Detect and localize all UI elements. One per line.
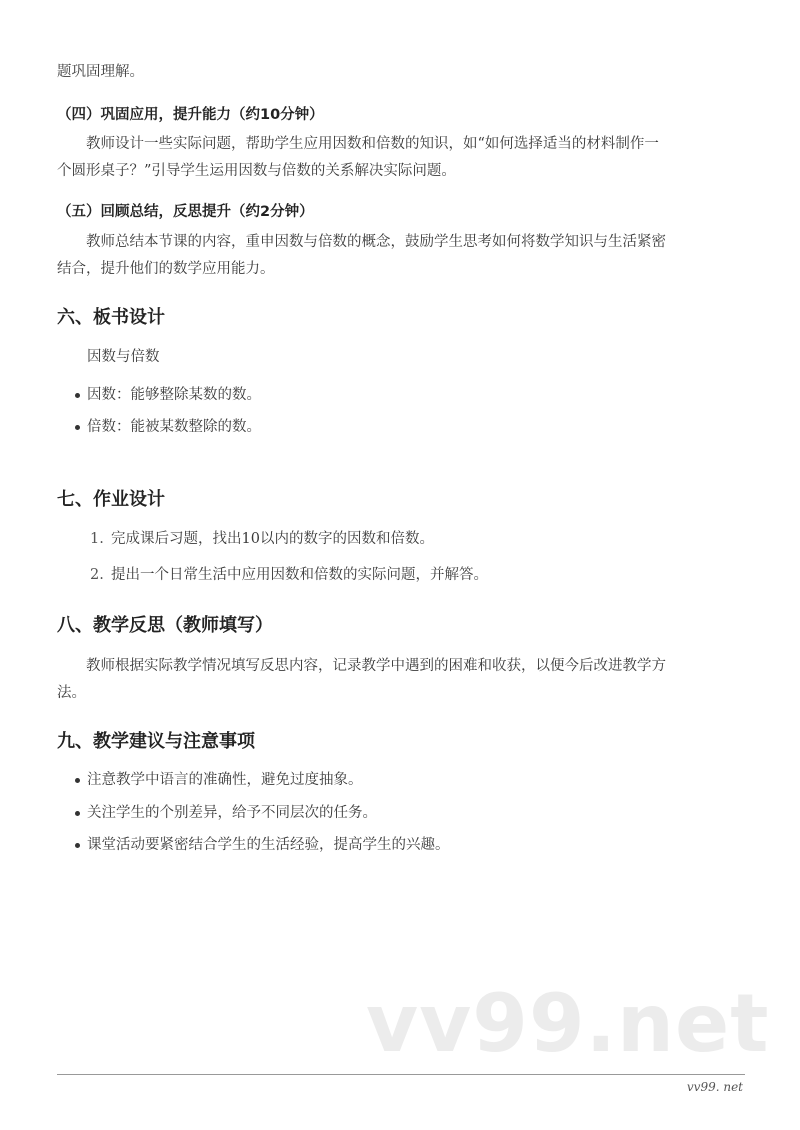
bullet-icon	[75, 778, 80, 783]
suggestions-heading: 九、教学建议与注意事项	[57, 731, 255, 752]
bullet-icon	[75, 811, 80, 816]
continuation-line: 题巩固理解。	[57, 64, 144, 80]
watermark: vv99.net	[366, 977, 770, 1070]
board-design-bullet	[75, 417, 261, 437]
item-number: 2.	[90, 567, 104, 583]
homework-item	[90, 565, 488, 585]
suggestion-bullet	[75, 770, 363, 790]
board-design-bullet	[75, 385, 261, 405]
bullet-icon	[75, 425, 80, 430]
section-4-paragraph-line1: 教师设计一些实际问题，帮助学生应用因数和倍数的知识，如“如何选择适当的材料制作一	[86, 136, 659, 152]
footer-text: vv99. net	[686, 1080, 743, 1094]
section-4-paragraph-line2: 个圆形桌子？”引导学生运用因数与倍数的关系解决实际问题。	[57, 163, 456, 179]
bullet-icon	[75, 843, 80, 848]
bullet-text: 课堂活动要紧密结合学生的生活经验，提高学生的兴趣。	[87, 837, 450, 853]
homework-heading: 七、作业设计	[57, 489, 165, 510]
reflection-paragraph-line1: 教师根据实际教学情况填写反思内容，记录教学中遇到的困难和收获，以便今后改进教学方	[86, 658, 666, 674]
bullet-text: 注意教学中语言的准确性，避免过度抽象。	[87, 772, 363, 788]
board-design-title: 因数与倍数	[87, 349, 160, 365]
item-text: 完成课后习题，找出10以内的数字的因数和倍数。	[111, 531, 434, 547]
board-design-heading: 六、板书设计	[57, 307, 165, 328]
section-5-paragraph-line2: 结合，提升他们的数学应用能力。	[57, 261, 275, 277]
bullet-text: 倍数：能被某数整除的数。	[87, 419, 261, 435]
section-4-heading: （四）巩固应用，提升能力（约10分钟）	[57, 107, 324, 123]
homework-item	[90, 529, 434, 549]
item-number: 1.	[90, 531, 104, 547]
item-text: 提出一个日常生活中应用因数和倍数的实际问题，并解答。	[111, 567, 488, 583]
bullet-text: 因数：能够整除某数的数。	[87, 387, 261, 403]
suggestion-bullet	[75, 803, 377, 823]
reflection-paragraph-line2: 法。	[57, 685, 86, 701]
footer-divider	[57, 1074, 745, 1075]
reflection-heading: 八、教学反思（教师填写）	[57, 615, 273, 636]
section-5-heading: （五）回顾总结，反思提升（约2分钟）	[57, 204, 314, 220]
bullet-icon	[75, 393, 80, 398]
section-5-paragraph-line1: 教师总结本节课的内容，重申因数与倍数的概念，鼓励学生思考如何将数学知识与生活紧密	[86, 234, 666, 250]
bullet-text: 关注学生的个别差异，给予不同层次的任务。	[87, 805, 377, 821]
suggestion-bullet	[75, 835, 450, 855]
